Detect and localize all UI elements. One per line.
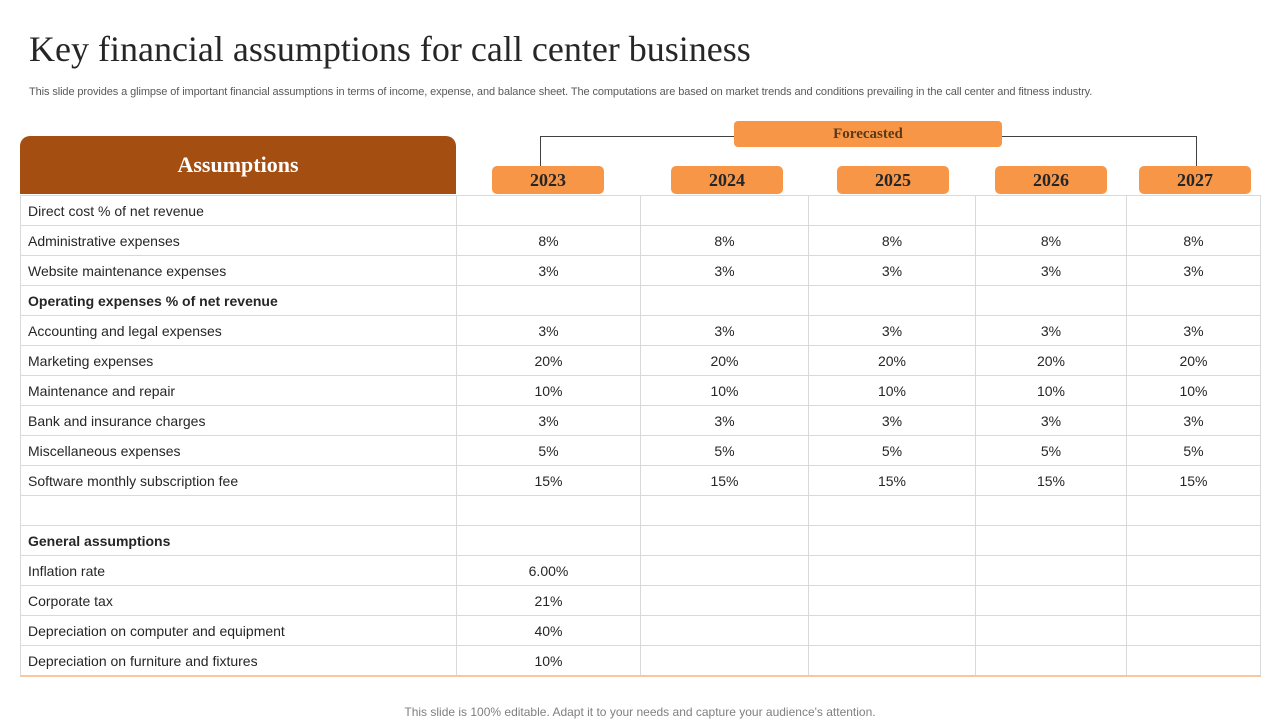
cell-2026 — [976, 616, 1127, 646]
table-row — [21, 496, 1261, 526]
cell-2024 — [641, 196, 809, 226]
cell-2023: 10% — [457, 646, 641, 677]
cell-2023 — [457, 526, 641, 556]
cell-2023 — [457, 196, 641, 226]
row-label: Corporate tax — [21, 586, 457, 616]
year-2024: 2024 — [671, 166, 783, 194]
row-label — [21, 496, 457, 526]
table-row — [21, 196, 1261, 226]
cell-2026 — [976, 586, 1127, 616]
table-row — [21, 616, 1261, 646]
cell-2026: 3% — [976, 406, 1127, 436]
cell-2027 — [1127, 196, 1261, 226]
cell-2023: 3% — [457, 316, 641, 346]
cell-2027 — [1127, 526, 1261, 556]
table-row — [21, 346, 1261, 376]
cell-2025 — [809, 586, 976, 616]
row-label: Administrative expenses — [21, 226, 457, 256]
cell-2026: 8% — [976, 226, 1127, 256]
table-row — [21, 646, 1261, 677]
cell-2024: 20% — [641, 346, 809, 376]
table-row — [21, 316, 1261, 346]
row-label: Depreciation on computer and equipment — [21, 616, 457, 646]
cell-2026 — [976, 646, 1127, 677]
cell-2023: 3% — [457, 256, 641, 286]
cell-2024 — [641, 286, 809, 316]
cell-2024: 8% — [641, 226, 809, 256]
assumptions-table — [20, 195, 1261, 677]
cell-2024: 3% — [641, 256, 809, 286]
cell-2024: 10% — [641, 376, 809, 406]
cell-2024: 3% — [641, 316, 809, 346]
cell-2023: 21% — [457, 586, 641, 616]
cell-2026 — [976, 496, 1127, 526]
table-row — [21, 226, 1261, 256]
cell-2026 — [976, 286, 1127, 316]
cell-2025 — [809, 496, 976, 526]
cell-2025: 3% — [809, 256, 976, 286]
cell-2025: 10% — [809, 376, 976, 406]
row-label: Bank and insurance charges — [21, 406, 457, 436]
cell-2027 — [1127, 616, 1261, 646]
row-label: Direct cost % of net revenue — [21, 196, 457, 226]
cell-2025: 3% — [809, 406, 976, 436]
cell-2023: 40% — [457, 616, 641, 646]
cell-2027: 3% — [1127, 406, 1261, 436]
table-row — [21, 466, 1261, 496]
cell-2025 — [809, 286, 976, 316]
assumptions-header: Assumptions — [20, 136, 456, 194]
cell-2027: 5% — [1127, 436, 1261, 466]
table-row — [21, 406, 1261, 436]
row-label: Accounting and legal expenses — [21, 316, 457, 346]
cell-2025 — [809, 526, 976, 556]
cell-2027 — [1127, 646, 1261, 677]
row-label: General assumptions — [21, 526, 457, 556]
cell-2023: 6.00% — [457, 556, 641, 586]
cell-2027 — [1127, 556, 1261, 586]
cell-2024 — [641, 646, 809, 677]
row-label: Website maintenance expenses — [21, 256, 457, 286]
cell-2026 — [976, 556, 1127, 586]
table-row — [21, 376, 1261, 406]
cell-2027 — [1127, 586, 1261, 616]
cell-2025: 5% — [809, 436, 976, 466]
row-label: Operating expenses % of net revenue — [21, 286, 457, 316]
cell-2023: 15% — [457, 466, 641, 496]
cell-2023 — [457, 496, 641, 526]
cell-2023: 20% — [457, 346, 641, 376]
cell-2024 — [641, 496, 809, 526]
cell-2023: 10% — [457, 376, 641, 406]
row-label: Marketing expenses — [21, 346, 457, 376]
forecast-bracket-left — [540, 136, 541, 166]
cell-2024 — [641, 616, 809, 646]
cell-2023: 5% — [457, 436, 641, 466]
table-row — [21, 286, 1261, 316]
forecast-bracket-right — [1196, 136, 1197, 166]
row-label: Depreciation on furniture and fixtures — [21, 646, 457, 677]
cell-2025 — [809, 616, 976, 646]
cell-2025: 20% — [809, 346, 976, 376]
cell-2025: 8% — [809, 226, 976, 256]
table-row — [21, 556, 1261, 586]
cell-2025 — [809, 646, 976, 677]
cell-2027: 15% — [1127, 466, 1261, 496]
page-title: Key financial assumptions for call center business — [29, 29, 751, 69]
cell-2024 — [641, 556, 809, 586]
row-label: Inflation rate — [21, 556, 457, 586]
cell-2024 — [641, 586, 809, 616]
table-row — [21, 436, 1261, 466]
year-2023: 2023 — [492, 166, 604, 194]
cell-2026 — [976, 526, 1127, 556]
cell-2027 — [1127, 286, 1261, 316]
cell-2027: 8% — [1127, 226, 1261, 256]
table-row — [21, 586, 1261, 616]
footer-note: This slide is 100% editable. Adapt it to your needs and capture your audience's attention. — [404, 705, 876, 719]
forecasted-label: Forecasted — [734, 121, 1002, 147]
cell-2024: 15% — [641, 466, 809, 496]
cell-2027: 3% — [1127, 256, 1261, 286]
cell-2025: 15% — [809, 466, 976, 496]
cell-2026: 5% — [976, 436, 1127, 466]
cell-2026: 10% — [976, 376, 1127, 406]
row-label: Software monthly subscription fee — [21, 466, 457, 496]
cell-2023: 8% — [457, 226, 641, 256]
page-subtitle: This slide provides a glimpse of important financial assumptions in terms of income, expense, and balance sheet. The computations are based on market trends and conditions prevailing in the call center and fitness industry. — [29, 86, 1093, 98]
table-row — [21, 526, 1261, 556]
cell-2027: 20% — [1127, 346, 1261, 376]
cell-2024: 3% — [641, 406, 809, 436]
row-label: Miscellaneous expenses — [21, 436, 457, 466]
cell-2027 — [1127, 496, 1261, 526]
table-row — [21, 256, 1261, 286]
cell-2027: 3% — [1127, 316, 1261, 346]
cell-2026 — [976, 196, 1127, 226]
cell-2024 — [641, 526, 809, 556]
cell-2025: 3% — [809, 316, 976, 346]
cell-2025 — [809, 556, 976, 586]
year-2026: 2026 — [995, 166, 1107, 194]
cell-2025 — [809, 196, 976, 226]
cell-2023 — [457, 286, 641, 316]
cell-2024: 5% — [641, 436, 809, 466]
cell-2027: 10% — [1127, 376, 1261, 406]
row-label: Maintenance and repair — [21, 376, 457, 406]
cell-2026: 20% — [976, 346, 1127, 376]
cell-2023: 3% — [457, 406, 641, 436]
year-2027: 2027 — [1139, 166, 1251, 194]
year-2025: 2025 — [837, 166, 949, 194]
cell-2026: 3% — [976, 316, 1127, 346]
cell-2026: 15% — [976, 466, 1127, 496]
cell-2026: 3% — [976, 256, 1127, 286]
